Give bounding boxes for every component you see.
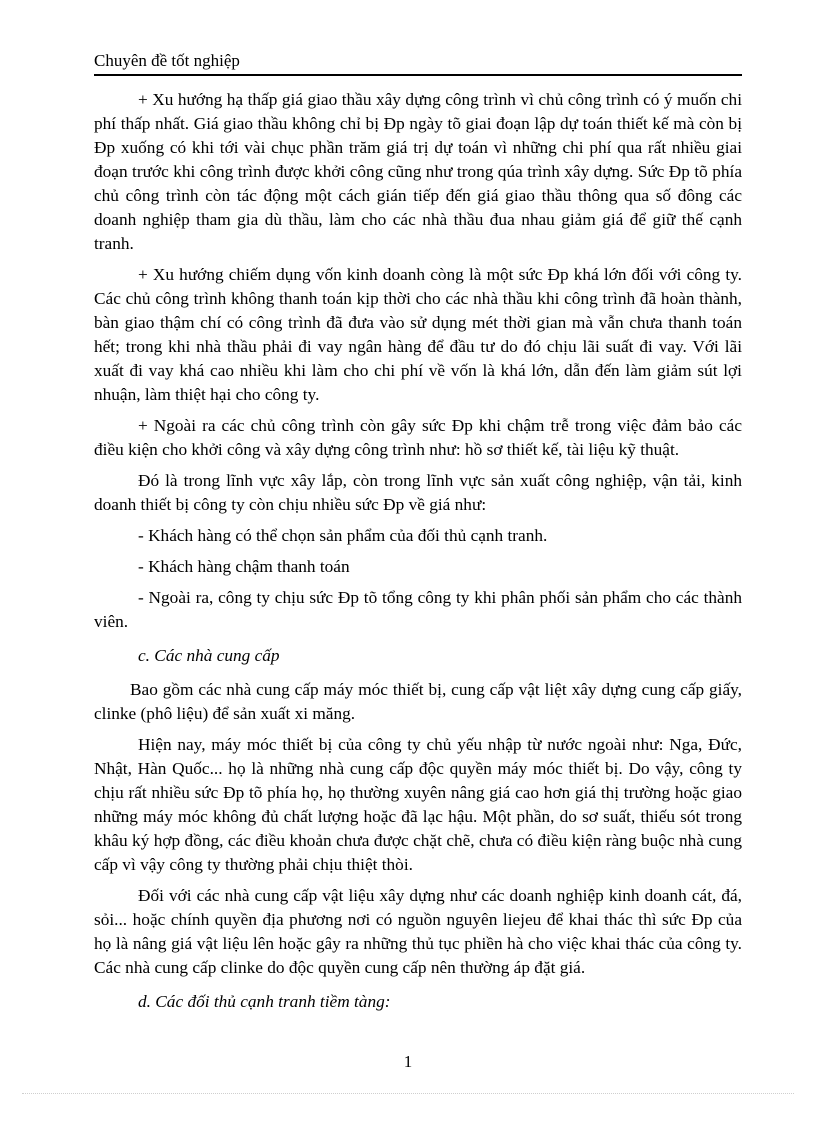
document-body xyxy=(94,88,742,1024)
page-header xyxy=(94,50,742,76)
paragraph: + Xu hướng hạ thấp giá giao thầu xây dựng công trình vì chủ công trình có ý muốn chi phí thấp nhất. Giá giao thầu không chỉ bị Đp ngày tõ giai đoạn lập dự toán thiết kế mà còn bị Đp xuống có khi tới vài chục phần trăm giá trị dự toán vì những chi phí qua rất nhiều giai đoạn trước khi công trình được khởi công cũng như trong qúa trình xây dựng. Sức Đp tõ phía chủ công trình còn tác động một cách gián tiếp đến giá giao thầu thông qua số đông các doanh nghiệp tham gia dù thầu, làm cho các nhà thầu đua nhau giảm giá để giữ thế cạnh tranh. xyxy=(94,90,742,253)
section-heading-d: d. Các đối thủ cạnh tranh tiềm tàng: xyxy=(138,992,391,1011)
list-item: - Khách hàng chậm thanh toán xyxy=(138,557,350,576)
page-number: 1 xyxy=(403,1052,413,1071)
paragraph: Bao gồm các nhà cung cấp máy móc thiết bị, cung cấp vật liệt xây dựng cung cấp giấy, clinke (phô liệu) để sản xuất xi măng. xyxy=(94,680,742,723)
section-heading-c: c. Các nhà cung cấp xyxy=(138,646,280,665)
list-item: - Khách hàng có thể chọn sản phẩm của đối thủ cạnh tranh. xyxy=(138,526,548,545)
paragraph: Hiện nay, máy móc thiết bị của công ty chủ yếu nhập từ nước ngoài như: Nga, Đức, Nhật, Hàn Quốc... họ là những nhà cung cấp độc quyền máy móc thiết bị. Do vậy, công ty chịu rất nhiều sức Đp tõ phía họ, họ thường xuyên nâng giá cao hơn giá thị trường hoặc giao những máy móc không đủ chất lượng hoặc đã lạc hậu. Một phần, do sơ suất, thiếu sót trong khâu ký hợp đồng, các điều khoản chưa được chặt chẽ, chưa có điều kiện ràng buộc nhà cung cấp vì vậy công ty thường phải chịu thiệt thòi. xyxy=(94,735,742,874)
list-item: - Ngoài ra, công ty chịu sức Đp tõ tổng công ty khi phân phối sản phẩm cho các thành viên. xyxy=(94,588,742,631)
paragraph: Đối với các nhà cung cấp vật liệu xây dựng như các doanh nghiệp kinh doanh cát, đá, sỏi... hoặc chính quyền địa phương nơi có nguồn nguyên liejeu để khai thác thì sức Đp của họ là nâng giá vật liệu lên hoặc gây ra những thủ tục phiền hà cho việc khai thác của công ty. Các nhà cung cấp clinke do độc quyền cung cấp nên thường áp đặt giá. xyxy=(94,886,742,977)
page-bottom-divider xyxy=(22,1093,794,1094)
paragraph: Đó là trong lĩnh vực xây lắp, còn trong lĩnh vực sản xuất công nghiệp, vận tải, kinh doanh thiết bị công ty còn chịu nhiều sức Đp về giá như: xyxy=(94,471,742,514)
paragraph: + Xu hướng chiếm dụng vốn kinh doanh còng là một sức Đp khá lớn đối với công ty. Các chủ công trình không thanh toán kịp thời cho các nhà thầu khi công trình đã hoàn thành, bàn giao thậm chí có công trình đã đưa vào sử dụng mét thời gian mà vẫn chưa thanh toán hết; trong khi nhà thầu phải đi vay ngân hàng để đầu tư do đó chịu lãi suất đi vay. Với lãi xuất đi vay khá cao nhiều khi làm cho chi phí về vốn là khá lớn, dẫn đến làm giảm sút lợi nhuận, làm thiệt hại cho công ty. xyxy=(94,265,742,404)
page-header-title: Chuyên đề tốt nghiệp xyxy=(94,51,240,70)
paragraph: + Ngoài ra các chủ công trình còn gây sức Đp khi chậm trễ trong việc đảm bảo các điều kiện cho khởi công và xây dựng công trình như: hồ sơ thiết kế, tài liệu kỹ thuật. xyxy=(94,416,742,459)
